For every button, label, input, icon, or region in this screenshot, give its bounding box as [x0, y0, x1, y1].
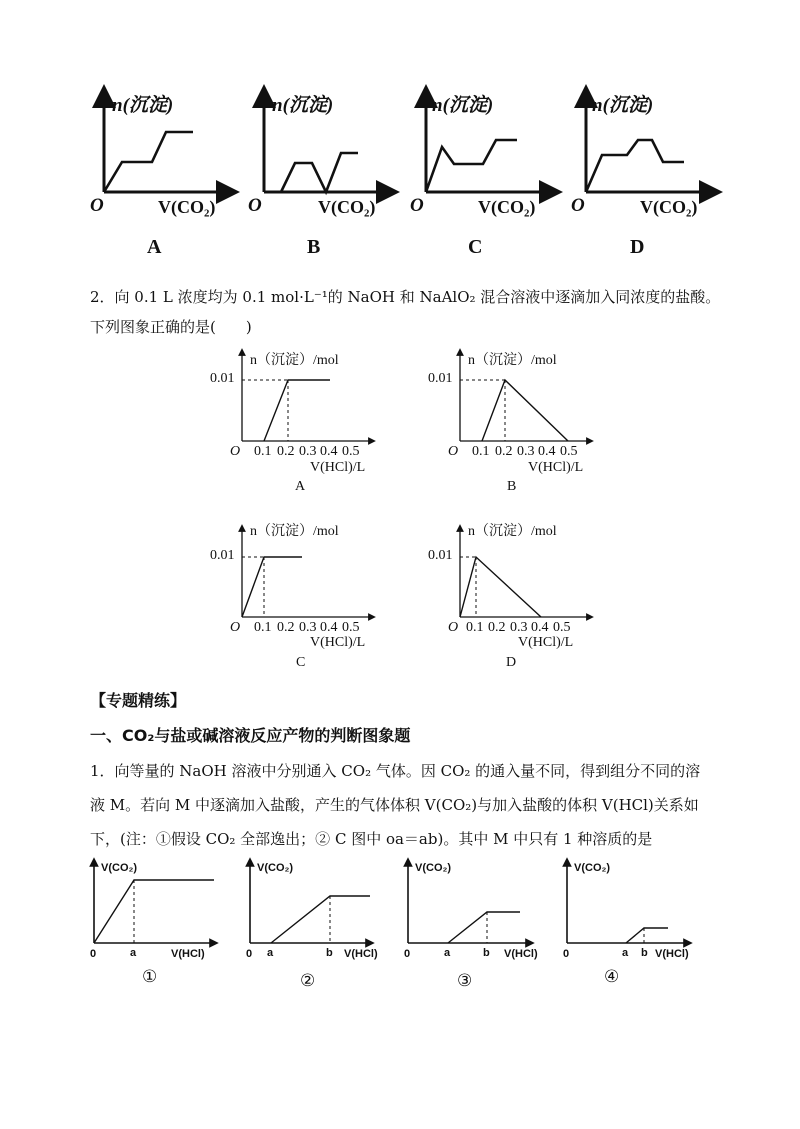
top-d-origin: O	[571, 195, 585, 216]
question1-line1: 1．向等量的 NaOH 溶液中分别通入 CO₂ 气体。因 CO₂ 的通入量不同，得到组分不同的溶	[90, 762, 701, 780]
q1-2-a: a	[267, 947, 274, 959]
q2d-ylabel: n（沉淀）/mol	[468, 524, 557, 539]
q2a-xtick-3: 0.3	[299, 444, 317, 459]
top-label-d: D	[630, 236, 645, 258]
top-label-c: C	[468, 236, 483, 258]
q2d-ytick: 0.01	[428, 548, 453, 563]
q2a-xtick-4: 0.4	[320, 444, 338, 459]
q2c-xtick-5: 0.5	[342, 620, 360, 635]
top-label-b: B	[307, 236, 321, 258]
q1-4-b: b	[641, 947, 648, 959]
q1-label-4: ④	[604, 967, 620, 987]
top-c-origin: O	[410, 195, 424, 216]
q2b-xtick-2: 0.2	[495, 444, 513, 459]
q1-3-ylabel: V(CO₂)	[415, 862, 452, 874]
q2-label-d: D	[506, 655, 517, 670]
top-d-xlabel: V(CO₂)	[640, 197, 698, 217]
top-c-ylabel: n(沉淀)	[432, 95, 494, 116]
q2d-xtick-3: 0.3	[510, 620, 528, 635]
top-b-xlabel: V(CO₂)	[318, 197, 376, 217]
q2c-xtick-4: 0.4	[320, 620, 338, 635]
top-b-ylabel: n(沉淀)	[272, 95, 334, 116]
q1-4-xlabel: V(HCl)	[655, 948, 689, 960]
question2-line2: 下列图象正确的是( )	[90, 318, 252, 336]
q2c-ytick: 0.01	[210, 548, 235, 563]
q1-1-origin: 0	[90, 948, 97, 960]
q2c-xtick-1: 0.1	[254, 620, 272, 635]
q1-2-ylabel: V(CO₂)	[257, 862, 294, 874]
q2a-xtick-2: 0.2	[277, 444, 295, 459]
q1-1-xlabel: V(HCl)	[171, 948, 205, 960]
top-a-xlabel: V(CO₂)	[158, 197, 216, 217]
q2c-xtick-2: 0.2	[277, 620, 295, 635]
q2d-xtick-5: 0.5	[553, 620, 571, 635]
section-subheading: 一、CO₂与盐或碱溶液反应产物的判断图象题	[90, 726, 411, 745]
q1-label-1: ①	[142, 967, 158, 987]
q2c-xlabel: V(HCl)/L	[310, 635, 366, 650]
q2a-origin: O	[230, 444, 241, 459]
q2b-xtick-1: 0.1	[472, 444, 490, 459]
q1-label-2: ②	[300, 971, 316, 991]
q1-1-ylabel: V(CO₂)	[101, 862, 138, 874]
q2c-ylabel: n（沉淀）/mol	[250, 524, 339, 539]
q2b-xtick-5: 0.5	[560, 444, 578, 459]
q1-4-ylabel: V(CO₂)	[574, 862, 611, 874]
q1-label-3: ③	[457, 971, 473, 991]
top-d-ylabel: n(沉淀)	[592, 95, 654, 116]
q2a-ytick: 0.01	[210, 371, 235, 386]
q2a-xtick-1: 0.1	[254, 444, 272, 459]
q1-3-xlabel: V(HCl)	[504, 948, 538, 960]
q2b-xlabel: V(HCl)/L	[528, 460, 584, 475]
q2b-ylabel: n（沉淀）/mol	[468, 353, 557, 368]
q2a-xlabel: V(HCl)/L	[310, 460, 366, 475]
q1-4-origin: 0	[563, 948, 570, 960]
q2d-origin: O	[448, 620, 459, 635]
q2a-xtick-5: 0.5	[342, 444, 360, 459]
q1-1-a: a	[130, 947, 137, 959]
q2b-xtick-3: 0.3	[517, 444, 535, 459]
q2d-xtick-4: 0.4	[531, 620, 549, 635]
q2-label-a: A	[295, 479, 306, 494]
top-b-origin: O	[248, 195, 262, 216]
question1-line2: 液 M。若向 M 中逐滴加入盐酸，产生的气体体积 V(CO₂)与加入盐酸的体积 V(HCl)关系如	[90, 796, 699, 814]
q1-2-xlabel: V(HCl)	[344, 948, 378, 960]
question1-line3: 下，(注：①假设 CO₂ 全部逸出；② C 图中 oa＝ab)。其中 M 中只有 1 种溶质的是	[90, 830, 653, 848]
q2a-ylabel: n（沉淀）/mol	[250, 353, 339, 368]
q2d-xlabel: V(HCl)/L	[518, 635, 574, 650]
q2c-xtick-3: 0.3	[299, 620, 317, 635]
q2b-ytick: 0.01	[428, 371, 453, 386]
section-heading: 【专题精练】	[90, 691, 187, 710]
q1-3-b: b	[483, 947, 490, 959]
q2-label-b: B	[507, 479, 517, 494]
top-label-a: A	[147, 236, 162, 258]
q2d-xtick-2: 0.2	[488, 620, 506, 635]
q2b-xtick-4: 0.4	[538, 444, 556, 459]
q1-2-origin: 0	[246, 948, 253, 960]
top-a-ylabel: n(沉淀)	[112, 95, 174, 116]
q1-2-b: b	[326, 947, 333, 959]
q1-4-a: a	[622, 947, 629, 959]
q2-label-c: C	[296, 655, 306, 670]
q1-3-a: a	[444, 947, 451, 959]
q2b-origin: O	[448, 444, 459, 459]
top-c-xlabel: V(CO₂)	[478, 197, 536, 217]
top-a-origin: O	[90, 195, 104, 216]
question2-line1: 2．向 0.1 L 浓度均为 0.1 mol·L⁻¹的 NaOH 和 NaAlO₂ 混合溶液中逐滴加入同浓度的盐酸。	[90, 288, 721, 306]
q1-3-origin: 0	[404, 948, 411, 960]
q2c-origin: O	[230, 620, 241, 635]
q2d-xtick-1: 0.1	[466, 620, 484, 635]
